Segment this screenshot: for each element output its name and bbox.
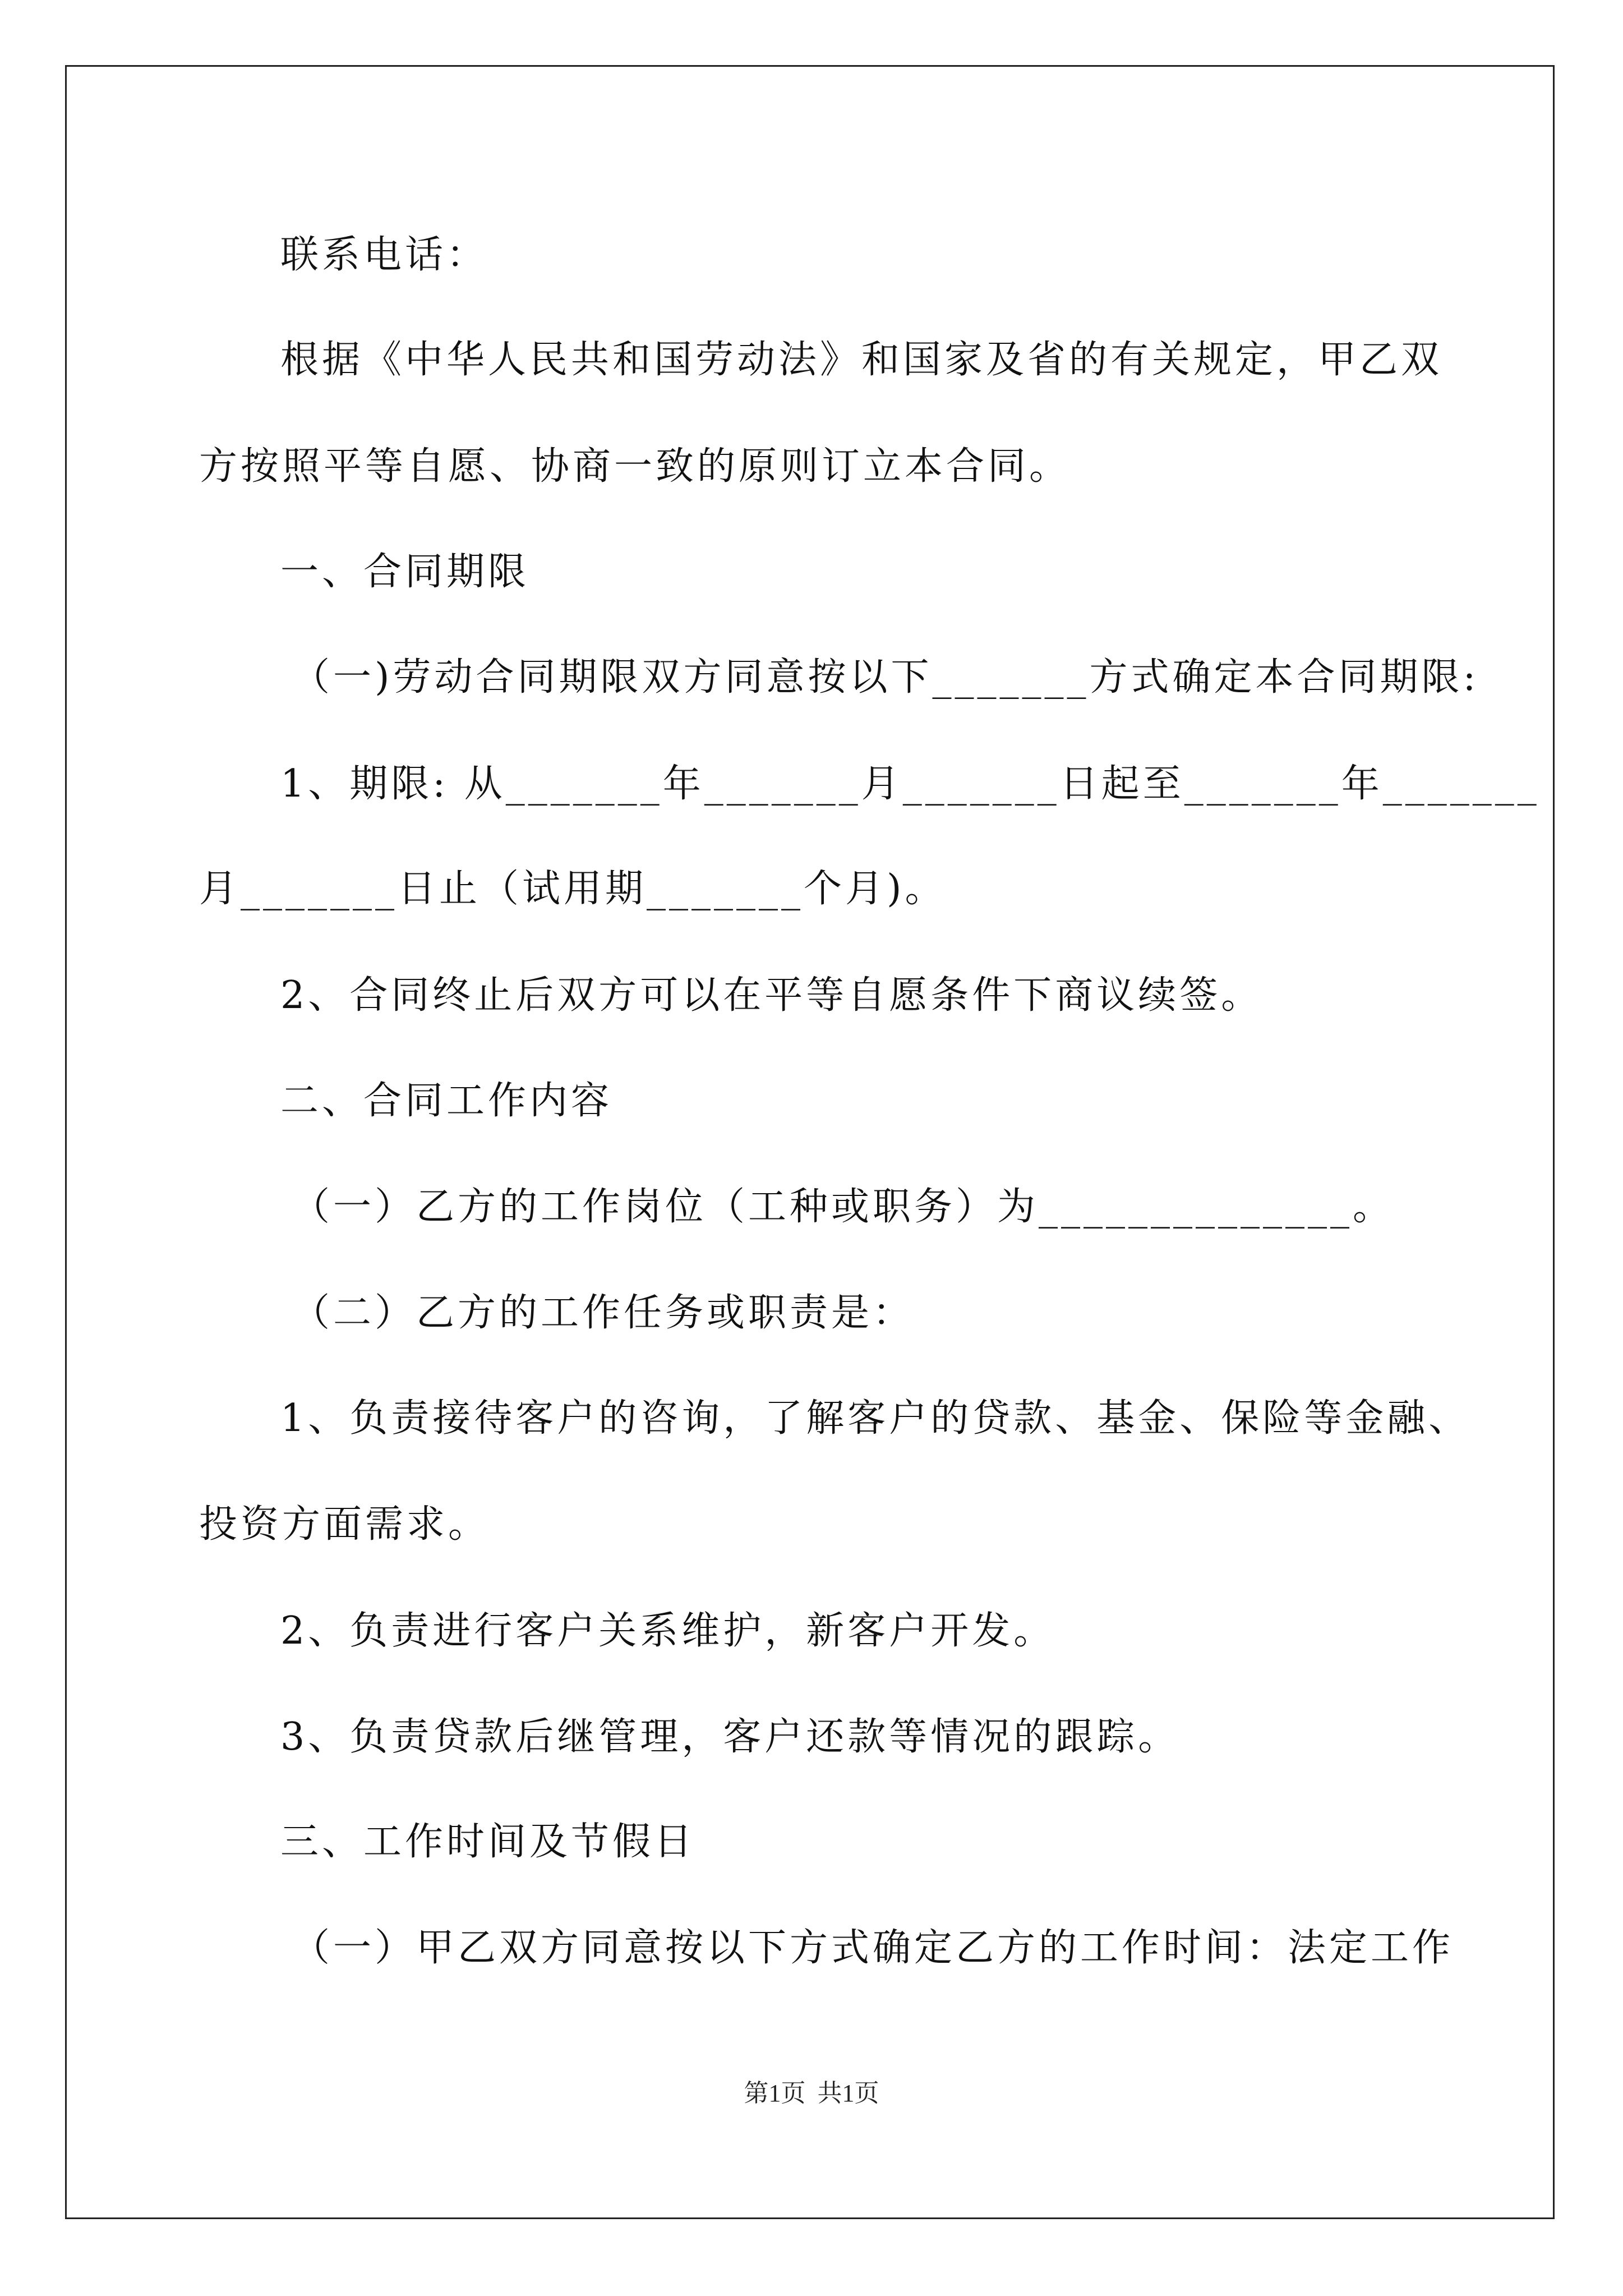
paragraph-line: （一）甲乙双方同意按以下方式确定乙方的工作时间：法定工作 <box>292 1926 1454 1970</box>
paragraph-line: 1、期限: 从_______年_______月_______日起至_______年_______ <box>280 762 1540 806</box>
section-heading-term: 一、合同期限 <box>280 550 530 594</box>
paragraph-line: 2、负责进行客户关系维护，新客户开发。 <box>280 1609 1055 1653</box>
paragraph-line: 1、负责接待客户的咨询，了解客户的贷款、基金、保险等金融、 <box>280 1396 1470 1441</box>
paragraph-line: 投资方面需求。 <box>199 1502 490 1547</box>
page-number: 第1页 共1页 <box>744 2079 879 2107</box>
paragraph-line: 方按照平等自愿、协商一致的原则订立本合同。 <box>199 444 1071 489</box>
section-heading-work-content: 二、合同工作内容 <box>280 1079 613 1123</box>
paragraph-line: 月_______日止（试用期_______个月)。 <box>199 867 947 911</box>
contact-phone-line: 联系电话： <box>280 233 488 277</box>
paragraph-line: （二）乙方的工作任务或职责是： <box>292 1291 915 1335</box>
page-border <box>65 65 1555 2219</box>
section-heading-work-time: 三、工作时间及节假日 <box>280 1820 696 1864</box>
paragraph-line: 3、负责贷款后继管理，客户还款等情况的跟踪。 <box>280 1715 1180 1759</box>
paragraph-line: （一）乙方的工作岗位（工种或职务）为______________。 <box>292 1185 1395 1229</box>
paragraph-line: 2、合同终止后双方可以在平等自愿条件下商议续签。 <box>280 973 1263 1018</box>
paragraph-line: 根据《中华人民共和国劳动法》和国家及省的有关规定，甲乙双 <box>280 338 1443 382</box>
paragraph-line: （一)劳动合同期限双方同意按以下_______方式确定本合同期限: <box>292 655 1479 700</box>
